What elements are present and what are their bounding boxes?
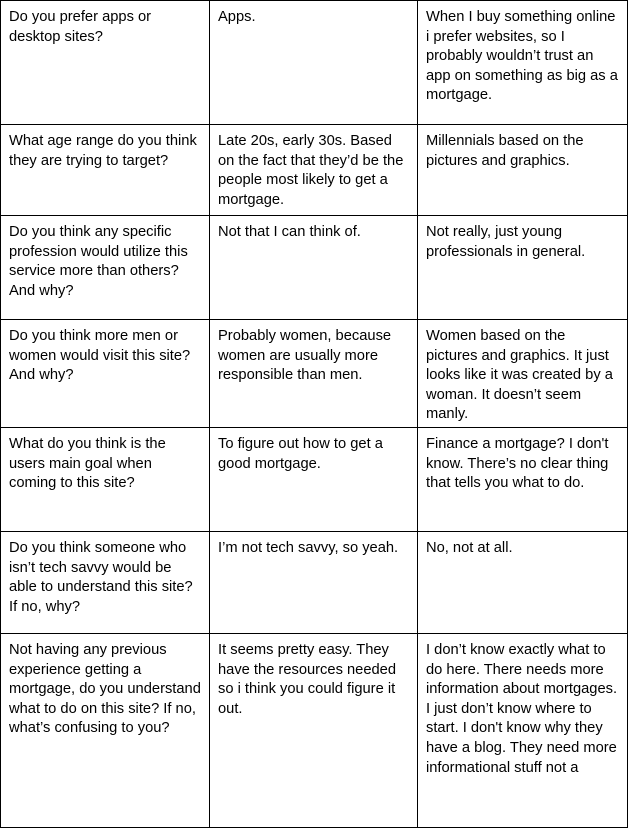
question-cell: Do you think more men or women would visit this site? And why? — [1, 320, 210, 428]
table-row — [1, 320, 628, 428]
answer-cell-1: Not that I can think of. — [210, 216, 418, 320]
answer-cell-2: Women based on the pictures and graphics. It just looks like it was created by a woman. It doesn’t seem manly. — [418, 320, 628, 428]
question-cell: What age range do you think they are trying to target? — [1, 125, 210, 216]
answer-cell-1: Probably women, because women are usually more responsible than men. — [210, 320, 418, 428]
table-row — [1, 634, 628, 828]
answer-cell-1: Late 20s, early 30s. Based on the fact that they’d be the people most likely to get a mortgage. — [210, 125, 418, 216]
answer-cell-1: To figure out how to get a good mortgage. — [210, 428, 418, 532]
table-row — [1, 125, 628, 216]
answer-cell-1: It seems pretty easy. They have the resources needed so i think you could figure it out. — [210, 634, 418, 828]
question-cell: Not having any previous experience getting a mortgage, do you understand what to do on this site? If no, what’s confusing to you? — [1, 634, 210, 828]
answer-cell-2: I don’t know exactly what to do here. There needs more information about mortgages. I just don’t know where to start. I don't know why they have a blog. They need more informational stuff not a — [418, 634, 628, 828]
table-row — [1, 1, 628, 125]
table-row — [1, 532, 628, 634]
question-cell: Do you think any specific profession would utilize this service more than others? And why? — [1, 216, 210, 320]
question-cell: Do you think someone who isn’t tech savvy would be able to understand this site? If no, why? — [1, 532, 210, 634]
question-cell: What do you think is the users main goal when coming to this site? — [1, 428, 210, 532]
table-row — [1, 428, 628, 532]
answer-cell-2: Not really, just young professionals in general. — [418, 216, 628, 320]
answer-cell-2: No, not at all. — [418, 532, 628, 634]
answer-cell-1: Apps. — [210, 1, 418, 125]
answer-cell-2: Millennials based on the pictures and graphics. — [418, 125, 628, 216]
question-cell: Do you prefer apps or desktop sites? — [1, 1, 210, 125]
answer-cell-2: When I buy something online i prefer websites, so I probably wouldn’t trust an app on something as big as a mortgage. — [418, 1, 628, 125]
table-row — [1, 216, 628, 320]
answer-cell-1: I’m not tech savvy, so yeah. — [210, 532, 418, 634]
answer-cell-2: Finance a mortgage? I don't know. There’s no clear thing that tells you what to do. — [418, 428, 628, 532]
